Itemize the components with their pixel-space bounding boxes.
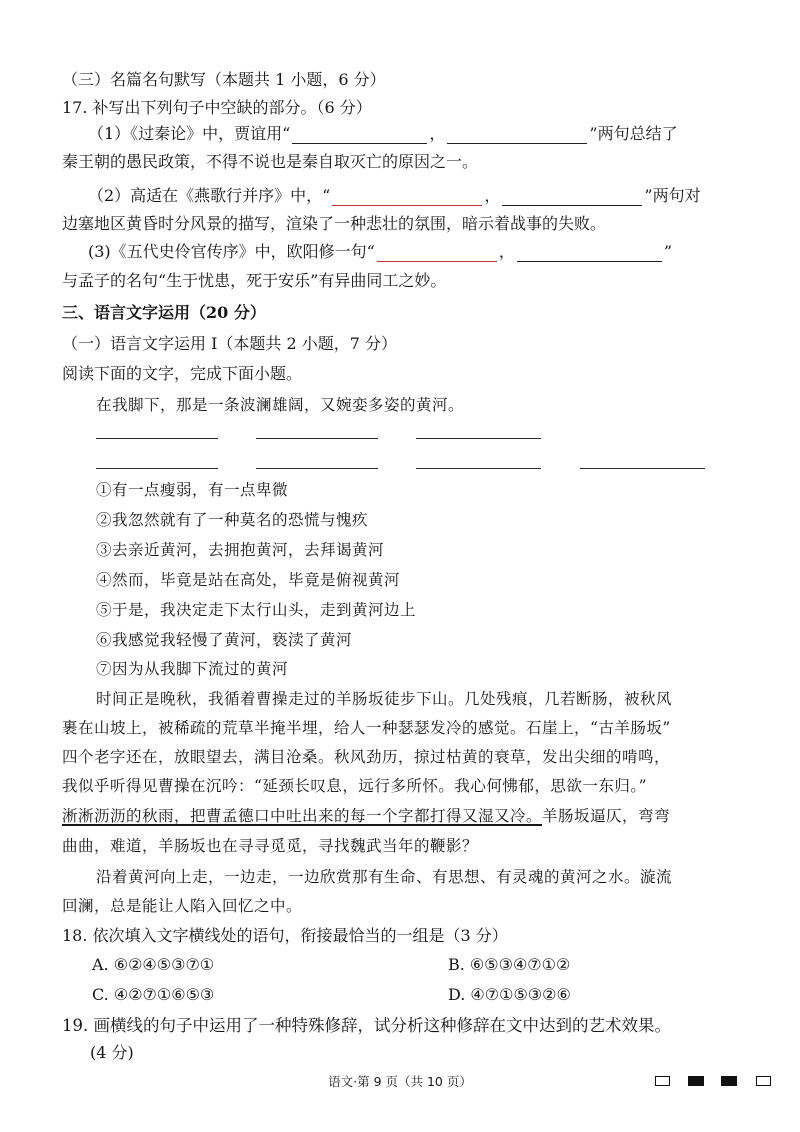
passage-line-rest: 羊肠坂逼仄，弯弯	[542, 807, 671, 825]
passage-line: 沿着黄河向上走，一边走，一边欣赏那有生命、有思想、有灵魂的黄河之水。漩流	[96, 868, 673, 886]
q17-stem: 17. 补写出下列句子中空缺的部分。（6 分）	[62, 98, 372, 117]
section-heading: （三）名篇名句默写（本题共 1 小题，6 分）	[62, 70, 386, 89]
q17-item1-prefix: （1）《过秦论》中，贾谊用“	[88, 124, 291, 143]
q18-option-d[interactable]: D. ④⑦①⑤③②⑥	[448, 985, 571, 1004]
q17-item2-suffix: ”两句对	[644, 186, 701, 205]
part-heading: 三、语言文字运用（20 分）	[62, 303, 266, 322]
fill-line[interactable]	[416, 438, 541, 439]
q19-points: (4 分)	[90, 1043, 134, 1062]
fill-line[interactable]	[256, 438, 378, 439]
answer-blank[interactable]	[292, 127, 427, 144]
scan-mark-hollow	[655, 1076, 670, 1086]
fill-line[interactable]	[580, 468, 705, 469]
q19-stem: 19. 画横线的句子中运用了一种特殊修辞，试分析这种修辞在文中达到的艺术效果。	[62, 1016, 671, 1035]
q17-item2-comma: ，	[484, 186, 501, 205]
answer-blank[interactable]	[332, 189, 482, 206]
answer-blank[interactable]	[377, 245, 497, 262]
passage-line: 回澜，总是能让人陷入回忆之中。	[62, 897, 303, 915]
q17-item1-comma: ，	[429, 124, 446, 143]
answer-blank[interactable]	[447, 127, 587, 144]
sentence-item: ①有一点瘦弱，有一点卑微	[96, 481, 289, 499]
passage-line: 时间正是晚秋，我循着曹操走过的羊肠坂徒步下山。几处残痕，几若断肠，被秋风	[96, 690, 673, 708]
q17-item1	[88, 124, 678, 144]
passage-line: 裹在山坡上，被稀疏的荒草半掩半埋，给人一种瑟瑟发冷的感觉。石崖上，“古羊肠坂”	[62, 719, 671, 737]
q18-option-b[interactable]: B. ⑥⑤③④⑦①②	[448, 955, 571, 974]
scan-mark-filled	[688, 1076, 704, 1086]
q17-item3-comma: ，	[498, 242, 515, 261]
passage-line: 我似乎听得见曹操在沉吟：“延颈长叹息，远行多所怀。我心何怫郁，思欲一东归。”	[62, 777, 648, 795]
fill-line[interactable]	[416, 468, 541, 469]
q18-option-c[interactable]: C. ④②⑦①⑥⑤③	[92, 985, 215, 1004]
q17-item3	[88, 242, 672, 262]
passage-first-line: 在我脚下，那是一条波澜雄阔，又婉娈多姿的黄河。	[96, 396, 465, 414]
sentence-item: ③去亲近黄河，去拥抱黄河，去拜谒黄河	[96, 541, 385, 559]
q17-item2-cont: 边塞地区黄昏时分风景的描写，渲染了一种悲壮的氛围，暗示着战事的失败。	[62, 214, 607, 233]
q17-item3-prefix: (3)《五代史伶官传序》中，欧阳修一句“	[88, 242, 375, 261]
scan-mark-hollow	[756, 1076, 771, 1086]
page-footer: 语文·第 9 页（共 10 页）	[328, 1074, 472, 1089]
passage-line	[62, 806, 670, 826]
answer-blank[interactable]	[517, 245, 662, 262]
sentence-item: ⑦因为从我脚下流过的黄河	[96, 660, 289, 678]
q17-item2-prefix: （2）高适在《燕歌行并序》中，“	[88, 186, 331, 205]
q17-item3-cont: 与孟子的名句“生于忧患，死于安乐”有异曲同工之妙。	[62, 271, 447, 290]
passage-line: 曲曲，难道，羊肠坂也在寻寻觅觅，寻找魏武当年的鞭影？	[62, 837, 479, 855]
fill-line[interactable]	[96, 468, 218, 469]
q18-stem: 18. 依次填入文字横线处的语句，衔接最恰当的一组是（3 分）	[62, 926, 508, 945]
q18-option-a[interactable]: A. ⑥②④⑤③⑦①	[92, 955, 215, 974]
q17-item2	[88, 186, 701, 206]
passage-line: 四个老字还在，放眼望去，满目沧桑。秋风劲历，掠过枯黄的衰草，发出尖细的啃鸣，	[62, 748, 671, 766]
q17-item3-suffix: ”	[663, 242, 673, 261]
sentence-item: ②我忽然就有了一种莫名的恐慌与愧疚	[96, 511, 369, 529]
scan-mark-filled	[721, 1076, 737, 1086]
fill-line[interactable]	[96, 438, 218, 439]
subsection-heading: （一）语言文字运用 I（本题共 2 小题，7 分）	[62, 334, 398, 353]
fill-line[interactable]	[256, 468, 378, 469]
underlined-sentence: 淅淅沥沥的秋雨，把曹孟德口中吐出来的每一个字都打得又湿又冷。	[62, 807, 543, 825]
sentence-item: ④然而，毕竟是站在高处，毕竟是俯视黄河	[96, 571, 401, 589]
sentence-item: ⑥我感觉我轻慢了黄河，亵渎了黄河	[96, 631, 353, 649]
q17-item1-cont: 秦王朝的愚民政策，不得不说也是秦自取灭亡的原因之一。	[62, 152, 479, 171]
sentence-item: ⑤于是，我决定走下太行山头，走到黄河边上	[96, 601, 417, 619]
answer-blank[interactable]	[502, 189, 642, 206]
reading-instruction: 阅读下面的文字，完成下面小题。	[62, 364, 303, 383]
q17-item1-suffix: ”两句总结了	[589, 124, 678, 143]
